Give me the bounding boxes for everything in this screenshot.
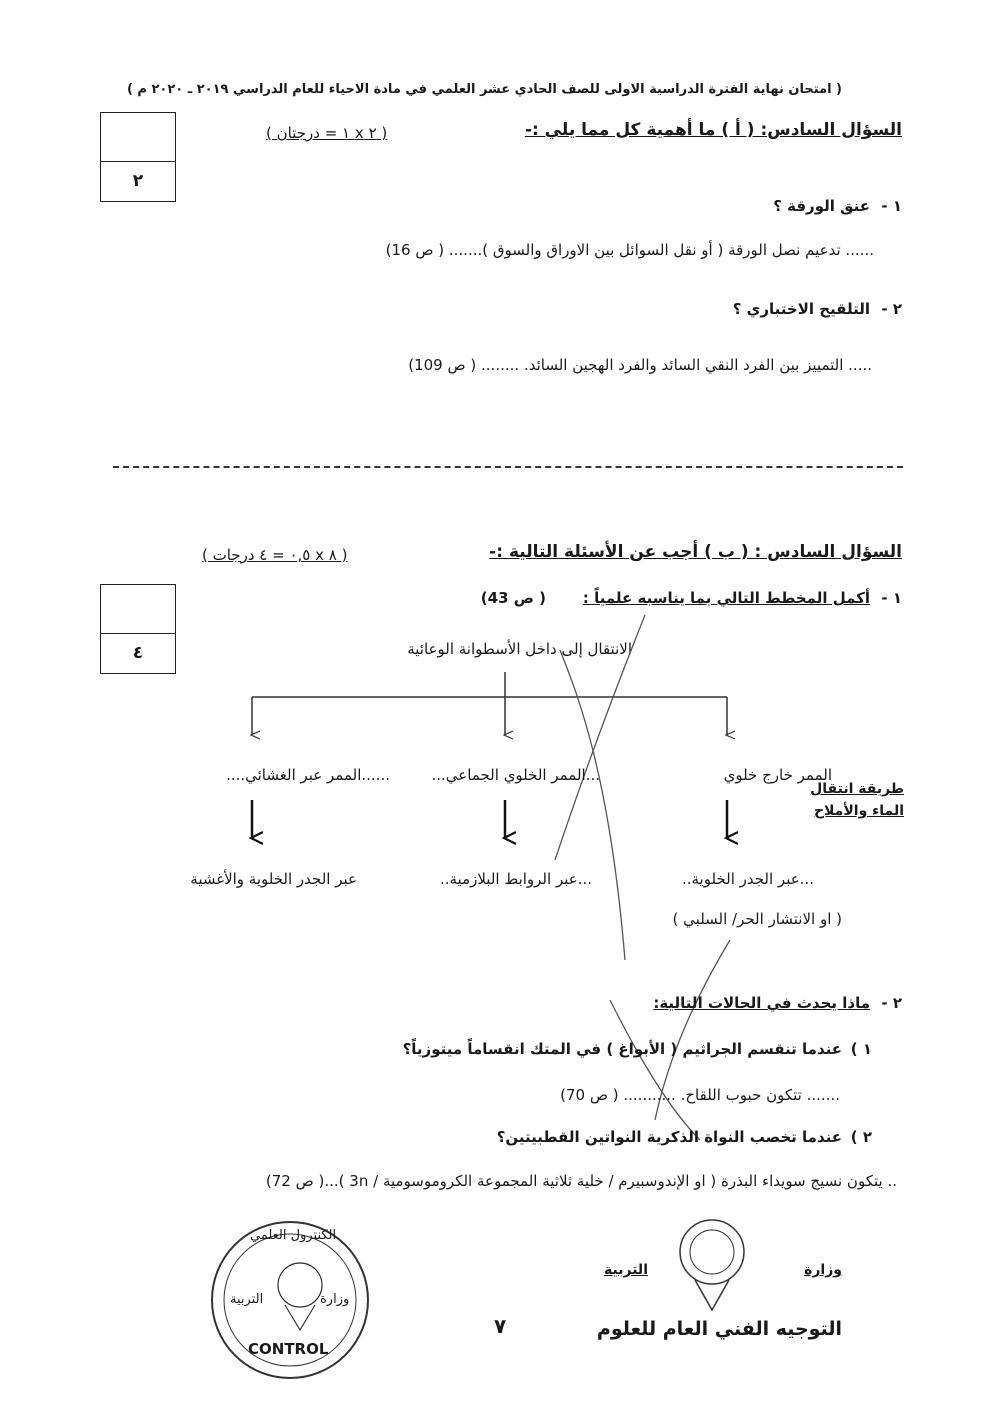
grader-cross-stroke (555, 615, 645, 860)
q-b2-prompt: ماذا يحدث في الحالات التالية: (653, 994, 870, 1012)
section-a-score: ٢ (132, 171, 144, 191)
ministry-label-left: وزارة (804, 1262, 842, 1278)
q-a2-number: ٢ - (881, 300, 902, 318)
department-name: التوجيه الفني العام للعلوم (596, 1318, 842, 1340)
side-label-line1: طريقة انتقال (810, 781, 904, 797)
via-transmembrane: عبر الجدر الخلوية والأغشية (190, 870, 357, 888)
stamp-right-text: التربية (230, 1292, 264, 1307)
q-b2-case2-answer: .. يتكون نسيج سويداء البذرة ( او الإندوسبيرم / خلية ثلاثية المجموعة الكروموسومية / 3n )...( ص 72) (265, 1172, 897, 1190)
q-b2-case1-answer: ....... تتكون حبوب اللقاح. ........... ( ص 70) (560, 1086, 840, 1104)
q-b1-prompt: أكمل المخطط التالي بما يناسبه علمياً : (582, 589, 870, 607)
stamp-top-text: الكنترول العلمي (250, 1228, 337, 1243)
ministry-label-right: التربية (604, 1262, 648, 1278)
stamp-bottom-text: CONTROL (248, 1340, 329, 1358)
via-apoplast: ...عبر الجدر الخلوية.. (681, 870, 814, 888)
path-transmembrane: ......الممر عبر الغشائي.... (226, 766, 390, 784)
stamp-emblem (278, 1263, 322, 1330)
q-a2-question: التلقيح الاختباري ؟ (732, 300, 870, 318)
side-label (810, 778, 904, 822)
via-symplast: ...عبر الروابط البلازمية.. (439, 870, 592, 888)
q-b1-number: ١ - (881, 589, 902, 607)
ministry-emblem (680, 1220, 744, 1310)
q-a1-answer: ...... تدعيم نصل الورقة ( أو نقل السوائل بين الاوراق والسوق )....... ( ص 16) (385, 241, 874, 259)
path-symplast: ...الممر الخلوي الجماعي... (431, 766, 600, 784)
section-b-title: السؤال السادس : ( ب ) أجب عن الأسئلة التالية :- (489, 542, 902, 562)
diagram-root: الانتقال إلى داخل الأسطوانة الوعائية (407, 640, 632, 658)
q-b2-case2-number: ٢ ) (850, 1128, 872, 1146)
section-b-score: ٤ (132, 643, 144, 663)
q-b2-case1-question: عندما تنقسم الجراثيم ( الأبواغ ) في المتك انقساماً ميتوزياً؟ (402, 1040, 842, 1058)
q-b2-number: ٢ - (881, 994, 902, 1012)
stamp-left-text: وزارة (320, 1292, 350, 1307)
section-a-marks: ( ٢ x ١ = درجتان ) (266, 124, 388, 142)
q-b1-page-ref: ( ص 43) (480, 589, 546, 607)
q-b2-case1-number: ١ ) (850, 1040, 872, 1058)
section-a-title: السؤال السادس: ( أ ) ما أهمية كل مما يلي :- (524, 120, 902, 140)
side-label-line2: الماء والأملاح (813, 803, 904, 819)
q-a2-answer: ..... التمييز بين الفرد النقي السائد والفرد الهجين السائد. ........ ( ص 109) (408, 356, 872, 374)
q-a1-number: ١ - (881, 197, 902, 215)
apoplast-note: ( او الانتشار الحر/ السلبي ) (672, 910, 842, 928)
path-apoplast: الممر خارج خلوي (723, 766, 832, 784)
exam-header: ( امتحان نهاية الفترة الدراسية الاولى للصف الحادي عشر العلمي في مادة الاحياء للعام الدراسي ٢٠١٩ ـ ٢٠٢٠ م ) (126, 82, 842, 97)
q-b2-case2-question: عندما تخصب النواة الذكرية النواتين القطبيتين؟ (496, 1128, 842, 1146)
page-number: ٧ (494, 1314, 507, 1338)
q-a1-question: عنق الورقة ؟ (773, 197, 870, 215)
section-b-marks: ( ٨ x ٠,٥ = ٤ درجات ) (202, 546, 348, 564)
